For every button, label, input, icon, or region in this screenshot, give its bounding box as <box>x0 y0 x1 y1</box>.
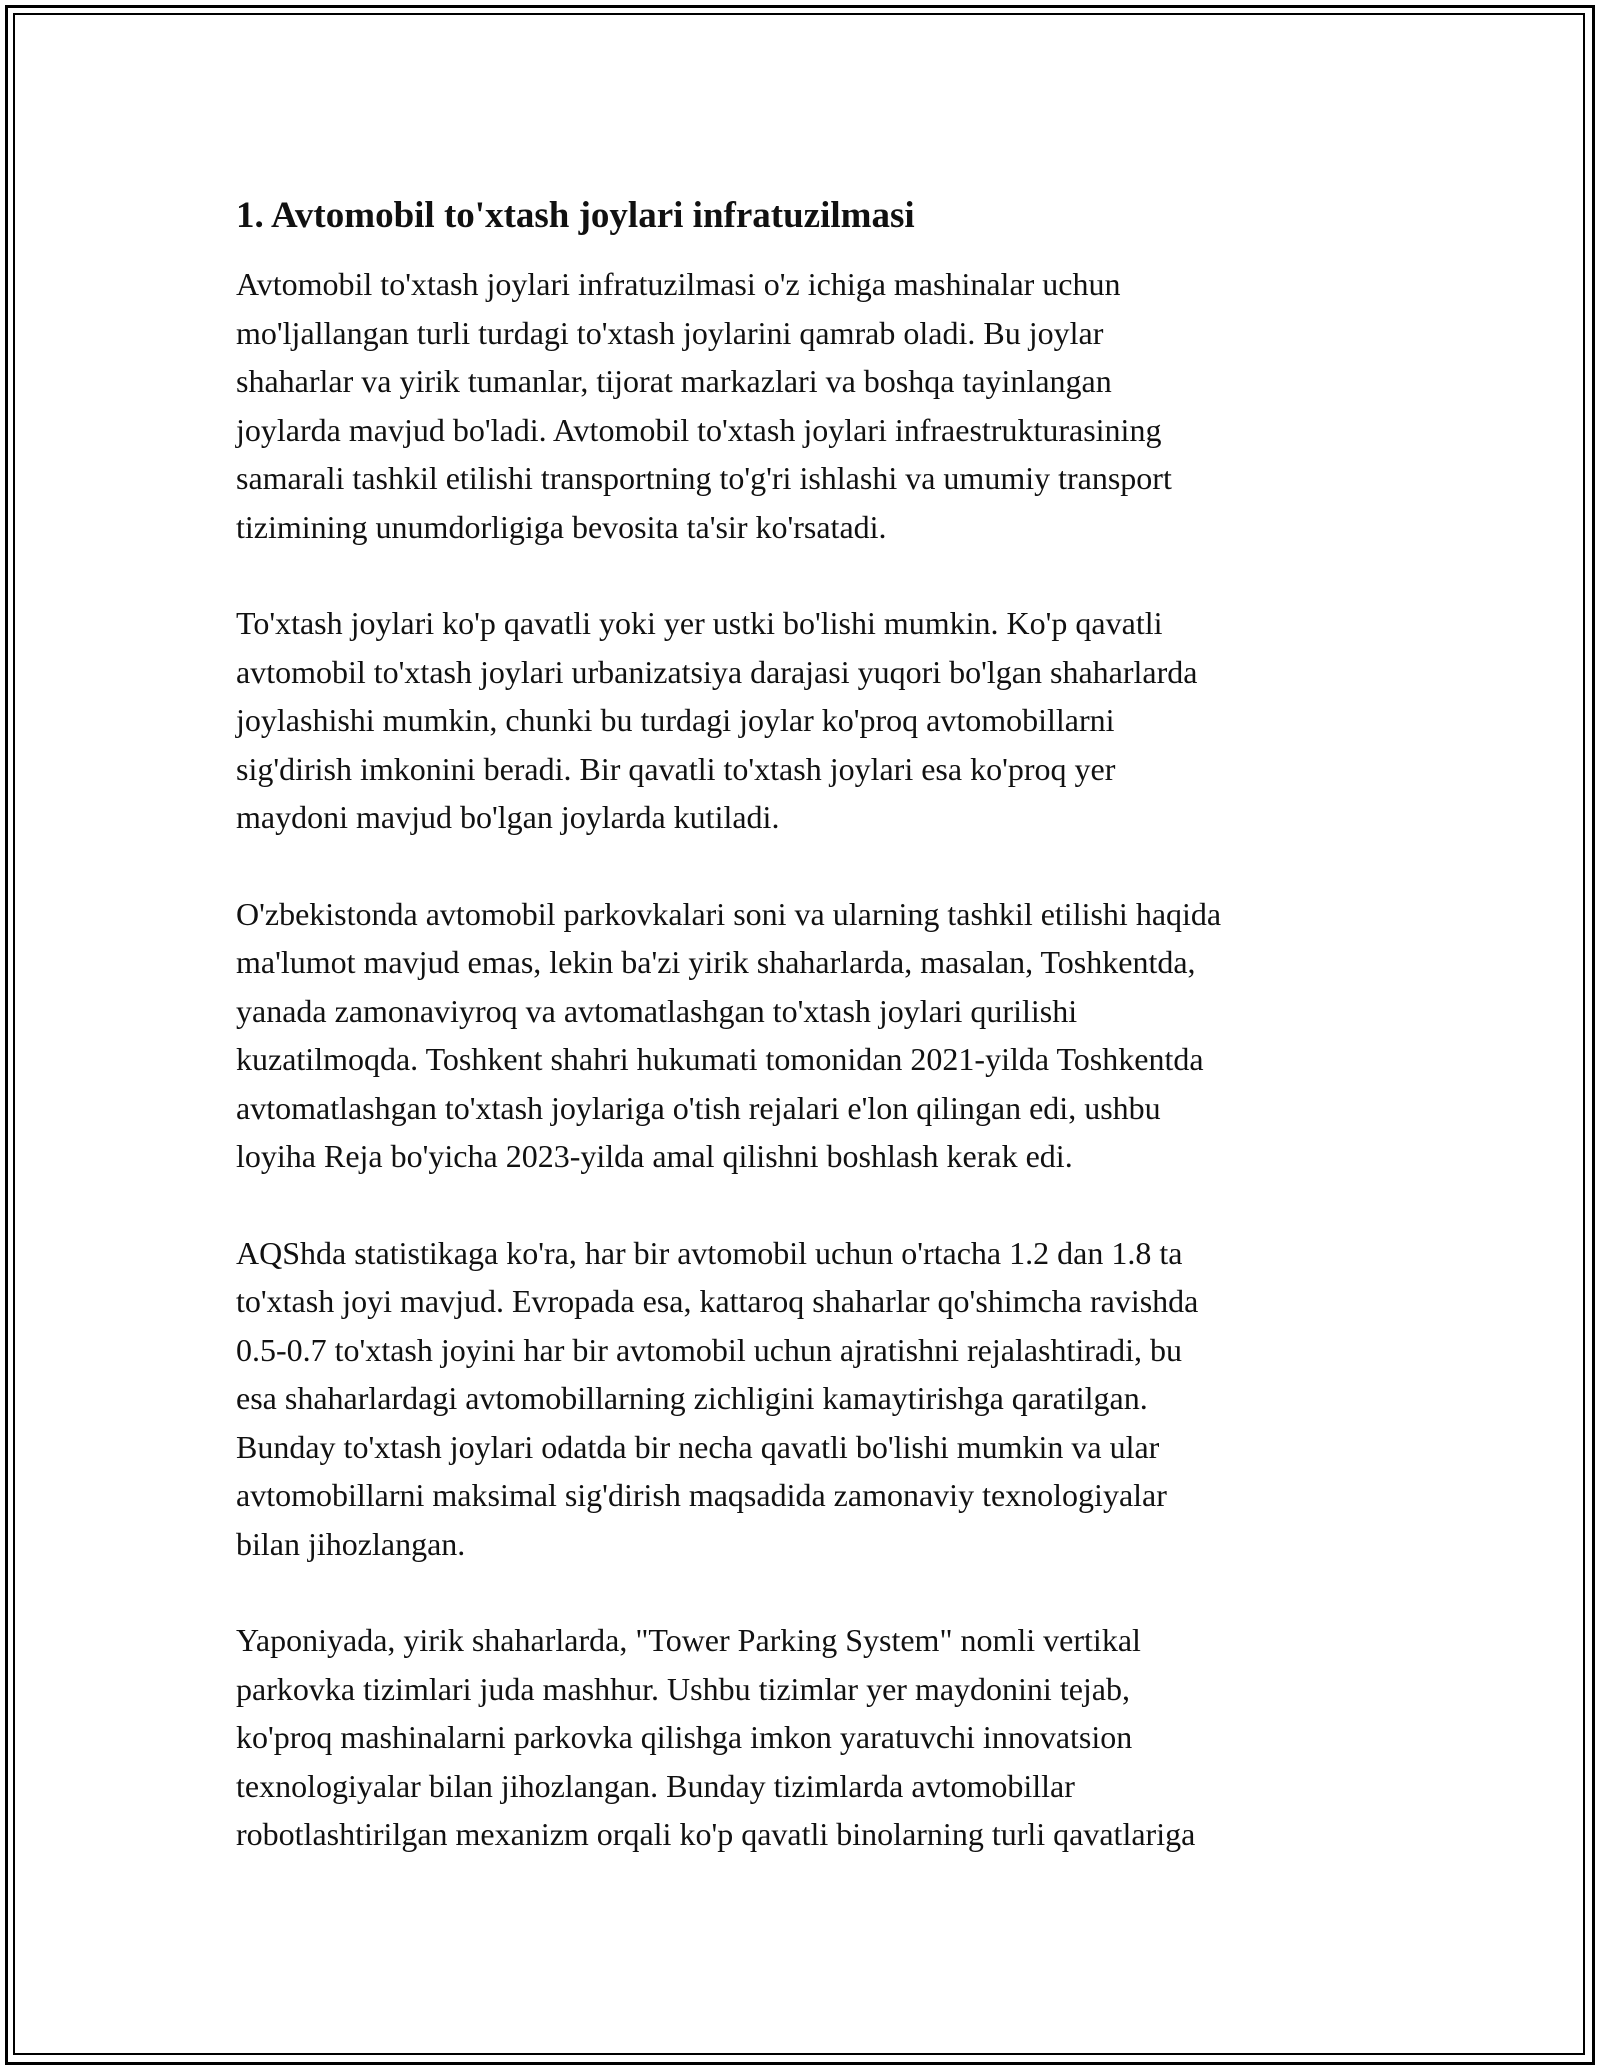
paragraph-line: avtomobillarni maksimal sig'dirish maqsadida zamonaviy texnologiyalar <box>236 1477 1167 1513</box>
paragraph-line: 0.5-0.7 to'xtash joyini har bir avtomobil uchun ajratishni rejalashtiradi, bu <box>236 1331 1183 1368</box>
paragraph <box>236 599 1386 842</box>
paragraph-line: kuzatilmoqda. Toshkent shahri hukumati tomonidan 2021-yilda Toshkentda <box>236 1041 1204 1077</box>
paragraph-line: robotlashtirilgan mexanizm orqali ko'p qavatli binolarning turli qavatlariga <box>236 1816 1196 1852</box>
paragraph-line: joylashishi mumkin, chunki bu turdagi joylar ko'proq avtomobillarni <box>236 702 1115 738</box>
document-body <box>236 190 1386 1907</box>
paragraph-line: samarali tashkil etilishi transportning to'g'ri ishlashi va umumiy transport <box>236 460 1172 496</box>
paragraph-line: esa shaharlardagi avtomobillarning zichligini kamaytirishga qaratilgan. <box>236 1380 1148 1416</box>
paragraph <box>236 260 1386 551</box>
paragraph-line: yanada zamonaviyroq va avtomatlashgan to'xtash joylari qurilishi <box>236 992 1078 1029</box>
paragraph-line: parkovka tizimlari juda mashhur. Ushbu tizimlar yer maydonini tejab, <box>236 1670 1130 1707</box>
paragraph-line: texnologiyalar bilan jihozlangan. Bunday tizimlarda avtomobillar <box>236 1767 1075 1804</box>
paragraph <box>236 1229 1386 1569</box>
paragraph-list <box>236 260 1386 1859</box>
paragraph-line: ko'proq mashinalarni parkovka qilishga imkon yaratuvchi innovatsion <box>236 1719 1133 1755</box>
paragraph-line: bilan jihozlangan. <box>236 1525 466 1562</box>
paragraph-line: Yaponiyada, yirik shaharlarda, "Tower Parking System" nomli vertikal <box>236 1622 1141 1658</box>
paragraph-line: ma'lumot mavjud emas, lekin ba'zi yirik shaharlarda, masalan, Toshkentda, <box>236 944 1196 980</box>
paragraph-line: loyiha Reja bo'yicha 2023-yilda amal qilishni boshlash kerak edi. <box>236 1138 1073 1174</box>
paragraph-line: joylarda mavjud bo'ladi. Avtomobil to'xtash joylari infraestrukturasining <box>236 411 1162 448</box>
paragraph-line: To'xtash joylari ko'p qavatli yoki yer ustki bo'lishi mumkin. Ko'p qavatli <box>236 605 1163 641</box>
paragraph-line: AQShda statistikaga ko'ra, har bir avtomobil uchun o'rtacha 1.2 dan 1.8 ta <box>236 1234 1183 1271</box>
paragraph-line: sig'dirish imkonini beradi. Bir qavatli to'xtash joylari esa ko'proq yer <box>236 750 1116 787</box>
paragraph-line: to'xtash joyi mavjud. Evropada esa, kattaroq shaharlar qo'shimcha ravishda <box>236 1283 1199 1319</box>
paragraph <box>236 1616 1386 1859</box>
paragraph-line: O'zbekistonda avtomobil parkovkalari soni va ularning tashkil etilishi haqida <box>236 895 1222 932</box>
paragraph-line: Bunday to'xtash joylari odatda bir necha qavatli bo'lishi mumkin va ular <box>236 1428 1160 1465</box>
paragraph-line: shaharlar va yirik tumanlar, tijorat markazlari va boshqa tayinlangan <box>236 363 1112 399</box>
paragraph-line: tizimining unumdorligiga bevosita ta'sir ko'rsatadi. <box>236 508 887 545</box>
section-heading: 1. Avtomobil to'xtash joylari infratuzilmasi <box>236 195 915 236</box>
paragraph-line: avtomobil to'xtash joylari urbanizatsiya darajasi yuqori bo'lgan shaharlarda <box>236 653 1198 690</box>
paragraph-line: mo'ljallangan turli turdagi to'xtash joylarini qamrab oladi. Bu joylar <box>236 314 1104 351</box>
paragraph-line: maydoni mavjud bo'lgan joylarda kutiladi. <box>236 799 780 835</box>
paragraph-line: avtomatlashgan to'xtash joylariga o'tish rejalari e'lon qilingan edi, ushbu <box>236 1089 1161 1126</box>
paragraph <box>236 890 1386 1181</box>
paragraph-line: Avtomobil to'xtash joylari infratuzilmasi o'z ichiga mashinalar uchun <box>236 266 1121 302</box>
